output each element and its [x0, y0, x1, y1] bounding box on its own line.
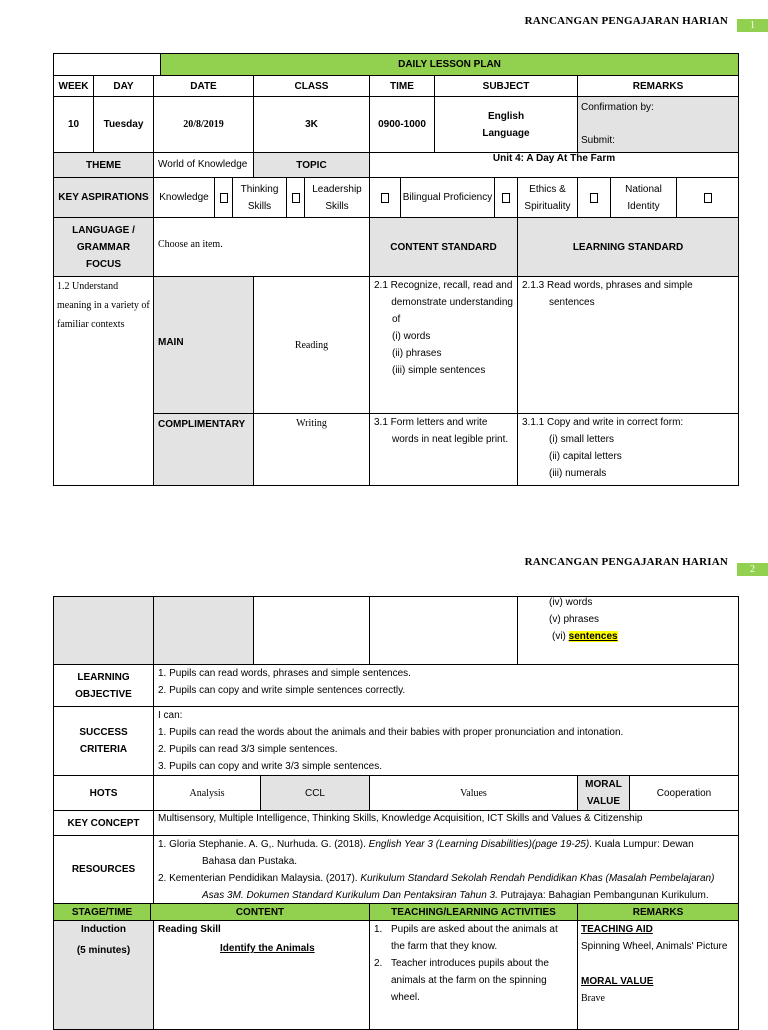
induction-content: [153, 920, 370, 1030]
activity-line: animals at the farm on the spinning: [391, 975, 547, 986]
language-grammar-label: LANGUAGE / GRAMMAR FOCUS: [53, 217, 154, 277]
theme-label: THEME: [53, 152, 154, 178]
main-content-standard: [369, 276, 518, 414]
key-aspirations-label: KEY ASPIRATIONS: [53, 177, 154, 218]
learning-objective: [153, 664, 739, 707]
activity-text: Teacher introduces pupils about the: [391, 958, 549, 969]
ccl-value: Values: [369, 775, 578, 811]
cs-line: (iii) simple sentences: [392, 365, 486, 376]
stage-time: (5 minutes): [76, 945, 131, 956]
page-header-2: RANCANGAN PENGAJARAN HARIAN: [524, 556, 728, 568]
cs-line: demonstrate understanding: [391, 297, 513, 308]
date-value: 20/8/2019: [153, 96, 254, 153]
activity-number: 1.: [374, 924, 383, 935]
content-activity-title: Identify the Animals: [220, 943, 315, 954]
activity-line: wheel.: [391, 992, 420, 1003]
activity-line: [374, 921, 573, 938]
aspiration-ethics-spirituality: Ethics & Spirituality: [517, 177, 578, 218]
content-standard-header: CONTENT STANDARD: [369, 217, 518, 277]
plan-title: DAILY LESSON PLAN: [160, 53, 739, 76]
class-header: CLASS: [253, 75, 370, 97]
stage-name: Induction: [81, 924, 126, 935]
ls-line: [522, 628, 734, 645]
page-number-2: 2: [737, 563, 768, 576]
topic-label: TOPIC: [253, 152, 370, 178]
content-skill: Reading Skill: [158, 924, 221, 935]
objective-item: 2. Pupils can copy and write simple sentences correctly.: [158, 685, 406, 696]
resource-text: . Kuala Lumpur: Dewan: [589, 839, 694, 850]
key-concept-label: KEY CONCEPT: [53, 810, 154, 836]
checkbox-icon: [220, 193, 228, 203]
aspiration-national-identity: National Identity: [610, 177, 677, 218]
cs-line: 2.1 Recognize, recall, read and: [374, 280, 513, 291]
content-header: CONTENT: [150, 903, 370, 921]
aspiration-bilingual-proficiency: Bilingual Proficiency: [400, 177, 495, 218]
learning-objective-label: LEARNING OBJECTIVE: [53, 664, 154, 707]
criteria-item: 3. Pupils can copy and write 3/3 simple sentences.: [158, 761, 383, 772]
ls-line: sentences: [549, 297, 595, 308]
hots-value: Analysis: [153, 775, 261, 811]
activity-line: the farm that they know.: [391, 941, 498, 952]
teaching-aid-label: TEACHING AID: [581, 924, 653, 935]
aspiration-national-checkbox[interactable]: [676, 177, 739, 218]
objective-item: 1. Pupils can read words, phrases and simple sentences.: [158, 668, 411, 679]
criteria-item: 2. Pupils can read 3/3 simple sentences.: [158, 744, 338, 755]
ls-line: 3.1.1 Copy and write in correct form:: [522, 417, 684, 428]
cont-skill: [253, 596, 370, 665]
week-header: WEEK: [53, 75, 94, 97]
resource-text: 1. Gloria Stephanie. A. G,. Nurhuda. G. (2018).: [158, 839, 369, 850]
cs-line: words in neat legible print.: [392, 434, 509, 445]
subject-header: SUBJECT: [434, 75, 578, 97]
complimentary-skill: Writing: [253, 413, 370, 486]
time-value: 0900-1000: [369, 96, 435, 153]
learning-standard-header: LEARNING STANDARD: [517, 217, 739, 277]
cont-label: [153, 596, 254, 665]
moral-value-label-2: MORAL VALUE: [581, 976, 654, 987]
cs-line: of: [392, 314, 401, 325]
complimentary-label: COMPLIMENTARY: [153, 413, 254, 486]
submit-label: Submit:: [581, 135, 615, 146]
cont-focus: [53, 596, 154, 665]
complimentary-learning-standard: [517, 413, 739, 486]
cont-learning-standard: [517, 596, 739, 665]
success-criteria-label: SUCCESS CRITERIA: [53, 706, 154, 776]
main-learning-standard: [517, 276, 739, 414]
resource-text: Putrajaya: Bahagian Pembangunan Kurikulum.: [497, 890, 709, 901]
remarks-header: REMARKS: [577, 75, 739, 97]
criteria-item: 1. Pupils can read the words about the animals and their babies with proper pronunciation and intonation.: [158, 727, 624, 738]
aspiration-knowledge-checkbox[interactable]: [214, 177, 233, 218]
aspiration-thinking-checkbox[interactable]: [286, 177, 305, 218]
activity-line: [374, 955, 573, 972]
checkbox-icon: [502, 193, 510, 203]
cont-content-standard: [369, 596, 518, 665]
hots-label: HOTS: [53, 775, 154, 811]
remarks-value: [577, 96, 739, 153]
day-value: Tuesday: [93, 96, 154, 153]
ls-line: (v) phrases: [549, 614, 600, 625]
time-header: TIME: [369, 75, 435, 97]
moral-value: Cooperation: [629, 775, 739, 811]
resource-title: Asas 3M. Dokumen Standard Kurikulum Dan Pentaksiran Tahun 3.: [202, 890, 498, 901]
checkbox-icon: [381, 193, 389, 203]
topic-value: Unit 4: A Day At The Farm: [369, 152, 739, 178]
complimentary-content-standard: [369, 413, 518, 486]
aspiration-ethics-checkbox[interactable]: [577, 177, 611, 218]
aspiration-knowledge: Knowledge: [153, 177, 215, 218]
ls-prefix: (vi): [552, 631, 569, 642]
theme-value: World of Knowledge: [153, 152, 254, 178]
tla-header: TEACHING/LEARNING ACTIVITIES: [369, 903, 578, 921]
checkbox-icon: [292, 193, 300, 203]
cs-line: (i) words: [392, 331, 431, 342]
resource-text: 2. Kementerian Pendidikan Malaysia. (2017).: [158, 873, 361, 884]
aspiration-thinking-skills: Thinking Skills: [232, 177, 287, 218]
resources-label: RESOURCES: [53, 835, 154, 904]
criteria-item: I can:: [158, 710, 183, 721]
ls-line: (iii) numerals: [549, 468, 607, 479]
resource-title: English Year 3 (Learning Disabilities)(page 19-25): [368, 839, 590, 850]
teaching-aid: Spinning Wheel, Animals' Picture: [581, 941, 728, 952]
main-label: MAIN: [153, 276, 254, 414]
key-concept: Multisensory, Multiple Intelligence, Thinking Skills, Knowledge Acquisition, ICT Skills and Values & Citizenship: [153, 810, 739, 836]
main-skill: Reading: [253, 276, 370, 414]
aspiration-bilingual-checkbox[interactable]: [494, 177, 518, 218]
checkbox-icon: [704, 193, 712, 203]
resources: [153, 835, 739, 904]
page-header-1: RANCANGAN PENGAJARAN HARIAN: [524, 15, 728, 27]
ls-line: (i) small letters: [549, 434, 615, 445]
activity-text: Pupils are asked about the animals at: [391, 924, 558, 935]
aspiration-leadership-skills: Leadership Skills: [304, 177, 370, 218]
resource-item: [158, 870, 734, 887]
cs-line: 3.1 Form letters and write: [374, 417, 488, 428]
induction-remarks: [577, 920, 739, 1030]
resource-item: Bahasa dan Pustaka.: [202, 856, 298, 867]
induction-activities: [369, 920, 578, 1030]
subject-value: English Language: [434, 96, 578, 153]
resource-item: [158, 836, 734, 853]
highlighted-word: sentences: [568, 631, 618, 642]
moral-value-label: MORAL VALUE: [577, 775, 630, 811]
title-spacer: [53, 53, 161, 76]
activity-number: 2.: [374, 958, 383, 969]
focus-text: 1.2 Understand meaning in a variety of familiar contexts: [53, 276, 154, 486]
ls-line: (iv) words: [549, 597, 593, 608]
confirmation-label: Confirmation by:: [581, 102, 654, 113]
date-header: DATE: [153, 75, 254, 97]
aspiration-leadership-checkbox[interactable]: [369, 177, 401, 218]
class-value: 3K: [253, 96, 370, 153]
ls-line: (ii) capital letters: [549, 451, 622, 462]
success-criteria: [153, 706, 739, 776]
moral-value-2: Brave: [581, 993, 605, 1004]
page-number-1: 1: [737, 19, 768, 32]
day-header: DAY: [93, 75, 154, 97]
induction-stage: [53, 920, 154, 1030]
stage-time-header: STAGE/TIME: [53, 903, 151, 921]
resource-item: [158, 887, 734, 904]
remarks-header-2: REMARKS: [577, 903, 739, 921]
ls-line: 2.1.3 Read words, phrases and simple: [522, 280, 693, 291]
language-grammar-dropdown[interactable]: Choose an item.: [153, 217, 370, 277]
ccl-label: CCL: [260, 775, 370, 811]
checkbox-icon: [590, 193, 598, 203]
resource-title: Kurikulum Standard Sekolah Rendah Pendidikan Khas (Masalah Pembelajaran): [360, 873, 715, 884]
cs-line: (ii) phrases: [392, 348, 442, 359]
week-value: 10: [53, 96, 94, 153]
